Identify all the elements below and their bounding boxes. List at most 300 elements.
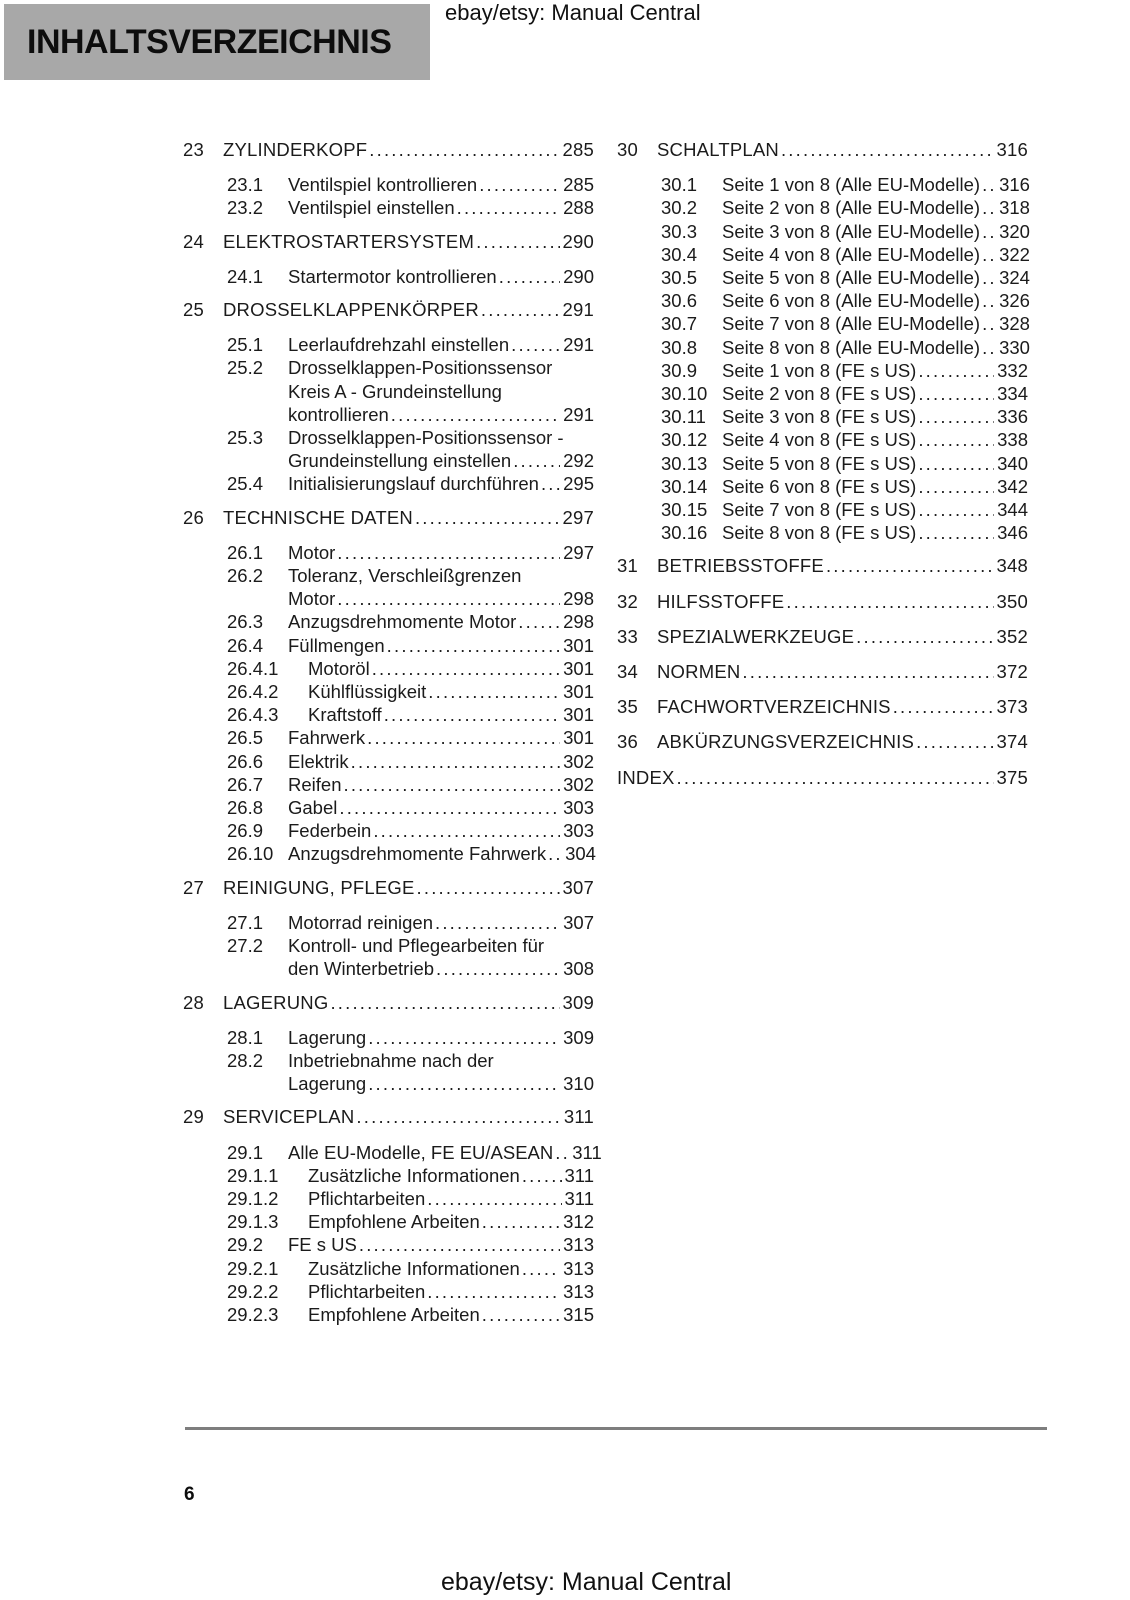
entry-last-line xyxy=(288,750,594,773)
entry-title: Motor xyxy=(288,588,336,610)
entry-number: 28.1 xyxy=(227,1026,264,1048)
entry-last-line xyxy=(308,1164,594,1187)
toc-entry xyxy=(617,475,1028,498)
entry-body xyxy=(308,703,594,726)
entry-number: 30.8 xyxy=(661,336,698,358)
entry-page: 312 xyxy=(563,1211,594,1233)
entry-body xyxy=(657,590,1028,613)
entry-page: 309 xyxy=(562,991,594,1013)
dot-leader xyxy=(742,660,993,683)
dot-leader xyxy=(522,1164,562,1187)
entry-number: 30.16 xyxy=(661,522,708,544)
entry-title: Empfohlene Arbeiten xyxy=(308,1303,480,1325)
entry-last-line xyxy=(722,173,1028,196)
entry-number: 26.5 xyxy=(227,727,264,749)
entry-number: 29.1.1 xyxy=(227,1164,279,1186)
entry-number: 23.1 xyxy=(227,174,264,196)
entry-number: 30.9 xyxy=(661,359,698,381)
toc-entry xyxy=(183,680,594,703)
entry-title: Seite 7 von 8 (Alle EU-Modelle) xyxy=(722,313,981,335)
entry-number: 30.14 xyxy=(661,475,708,497)
entry-number: 28.2 xyxy=(227,1049,264,1071)
entry-number: 23.2 xyxy=(227,197,264,219)
entry-body xyxy=(722,196,1028,219)
dot-leader xyxy=(916,730,993,753)
entry-last-line xyxy=(288,1026,594,1049)
toc-column-left xyxy=(183,128,602,1326)
entry-page: 291 xyxy=(563,403,594,425)
dot-leader xyxy=(428,680,560,703)
entry-last-line xyxy=(308,1187,594,1210)
entry-number: 29 xyxy=(183,1106,204,1128)
entry-last-line xyxy=(223,138,594,161)
entry-last-line xyxy=(722,405,1028,428)
entry-last-line xyxy=(617,766,1028,789)
toc-entry xyxy=(183,1257,594,1280)
entry-page: 332 xyxy=(997,359,1028,381)
dot-leader xyxy=(359,1233,560,1256)
dot-leader xyxy=(548,842,562,865)
entry-body xyxy=(223,1105,594,1128)
entry-last-line xyxy=(722,428,1028,451)
toc-entry xyxy=(183,1210,594,1233)
entry-title: Initialisierungslauf durchführen xyxy=(288,473,539,495)
entry-page: 290 xyxy=(563,265,594,287)
entry-title: ZYLINDERKOPF xyxy=(223,139,368,160)
entry-number: 27 xyxy=(183,876,204,898)
entry-number: 30.5 xyxy=(661,267,698,289)
toc-entry xyxy=(183,796,594,819)
toc-entry xyxy=(183,298,594,321)
entry-number: 27.1 xyxy=(227,911,264,933)
entry-number: 24 xyxy=(183,230,204,252)
entry-body xyxy=(722,405,1028,428)
entry-page: 322 xyxy=(999,243,1030,265)
dot-leader xyxy=(677,766,994,789)
dot-leader xyxy=(479,173,560,196)
toc-entry xyxy=(183,1141,602,1164)
toc-entry xyxy=(183,1187,594,1210)
section-title-box xyxy=(4,4,430,80)
entry-title: Ventilspiel einstellen xyxy=(288,197,455,219)
entry-page: 307 xyxy=(562,876,594,898)
entry-last-line xyxy=(288,610,594,633)
dot-leader xyxy=(982,336,996,359)
dot-leader xyxy=(982,312,996,335)
entry-last-line xyxy=(288,403,594,426)
entry-number: 30.3 xyxy=(661,220,698,242)
entry-number: 28 xyxy=(183,991,204,1013)
entry-body xyxy=(288,265,594,288)
entry-title: DROSSELKLAPPENKÖRPER xyxy=(223,299,479,321)
entry-last-line xyxy=(722,336,1028,359)
entry-title: Anzugsdrehmomente Motor xyxy=(288,611,517,633)
entry-number: 25.2 xyxy=(227,357,264,379)
entry-last-line xyxy=(722,243,1028,266)
entry-number: 26.4 xyxy=(227,634,264,656)
entry-title: Pflichtarbeiten xyxy=(308,1187,426,1209)
dot-leader xyxy=(982,196,996,219)
dot-leader xyxy=(436,957,560,980)
entry-body xyxy=(722,173,1028,196)
entry-title-line: Drosselklappen-Positionssensor - xyxy=(288,427,564,449)
entry-last-line xyxy=(722,289,1028,312)
toc-entry xyxy=(617,289,1028,312)
entry-title: NORMEN xyxy=(657,661,741,683)
entry-title: Motorrad reinigen xyxy=(288,911,433,933)
entry-number: 26.4.1 xyxy=(227,657,279,679)
entry-page: 291 xyxy=(563,334,594,356)
entry-page: 311 xyxy=(564,1164,594,1186)
entry-last-line xyxy=(288,541,594,564)
entry-title: SERVICEPLAN xyxy=(223,1106,355,1128)
toc-entry xyxy=(183,1303,594,1326)
entry-last-line xyxy=(288,173,594,196)
entry-last-line xyxy=(308,657,594,680)
entry-page: 303 xyxy=(563,797,594,819)
dot-leader xyxy=(541,472,560,495)
toc-entry xyxy=(183,265,594,288)
entry-last-line xyxy=(288,196,594,219)
dot-leader xyxy=(372,657,560,680)
entry-title: LAGERUNG xyxy=(223,991,329,1013)
entry-last-line xyxy=(288,819,594,842)
toc-entry xyxy=(617,243,1028,266)
dot-leader xyxy=(384,703,560,726)
entry-body xyxy=(657,695,1028,718)
dot-leader xyxy=(391,403,560,426)
toc-entry xyxy=(183,1049,594,1095)
toc-entry xyxy=(617,220,1028,243)
entry-page: 298 xyxy=(563,611,594,633)
entry-title: INDEX xyxy=(617,766,675,788)
entry-last-line xyxy=(223,230,594,253)
entry-number: 29.1 xyxy=(227,1141,264,1163)
entry-last-line xyxy=(657,730,1028,753)
dot-leader xyxy=(856,625,993,648)
entry-title: Ventilspiel kontrollieren xyxy=(288,174,478,196)
entry-number: 26.8 xyxy=(227,797,264,819)
entry-last-line xyxy=(288,1072,594,1095)
entry-number: 36 xyxy=(617,731,638,753)
entry-number: 26.9 xyxy=(227,820,264,842)
entry-body xyxy=(722,521,1028,544)
entry-title: Seite 3 von 8 (Alle EU-Modelle) xyxy=(722,220,981,242)
entry-page: 350 xyxy=(996,590,1028,612)
dot-leader xyxy=(356,1105,560,1128)
entry-last-line xyxy=(722,452,1028,475)
entry-last-line xyxy=(308,680,594,703)
entry-body xyxy=(657,625,1028,648)
dot-leader xyxy=(435,911,560,934)
entry-page: 301 xyxy=(563,634,594,656)
dot-leader xyxy=(522,1257,560,1280)
entry-number: 27.2 xyxy=(227,935,264,957)
entry-title: Seite 6 von 8 (FE s US) xyxy=(722,475,917,497)
entry-title: Alle EU-Modelle, FE EU/ASEAN xyxy=(288,1141,554,1163)
entry-number: 30.12 xyxy=(661,429,708,451)
toc-entry xyxy=(183,1105,594,1128)
entry-body xyxy=(288,564,594,610)
toc-entry xyxy=(183,1164,594,1187)
toc-entry xyxy=(617,730,1028,753)
entry-page: 330 xyxy=(999,336,1030,358)
dot-leader xyxy=(481,298,560,321)
entry-page: 340 xyxy=(997,452,1028,474)
toc-entry xyxy=(183,842,594,865)
entry-title: Seite 5 von 8 (Alle EU-Modelle) xyxy=(722,267,981,289)
entry-title: Seite 4 von 8 (FE s US) xyxy=(722,429,917,451)
table-of-contents xyxy=(183,128,1028,1326)
section-title: INHALTSVERZEICHNIS xyxy=(27,22,392,61)
entry-title: Seite 8 von 8 (FE s US) xyxy=(722,522,917,544)
entry-title-line: Toleranz, Verschleißgrenzen xyxy=(288,565,522,587)
entry-title: Seite 3 von 8 (FE s US) xyxy=(722,406,917,428)
entry-number: 30.11 xyxy=(661,406,706,428)
entry-body xyxy=(722,220,1028,243)
entry-page: 346 xyxy=(997,522,1028,544)
dot-leader xyxy=(555,1141,569,1164)
entry-page: 298 xyxy=(563,588,594,610)
toc-entry xyxy=(183,911,594,934)
entry-body xyxy=(657,554,1028,577)
dot-leader xyxy=(482,1303,560,1326)
dot-leader xyxy=(918,452,994,475)
entry-title: FACHWORTVERZEICHNIS xyxy=(657,696,891,718)
entry-title: Seite 2 von 8 (Alle EU-Modelle) xyxy=(722,197,981,219)
entry-number: 29.1.3 xyxy=(227,1211,279,1233)
entry-page: 328 xyxy=(999,313,1030,335)
dot-leader xyxy=(427,1280,560,1303)
entry-last-line xyxy=(657,625,1028,648)
entry-title: Füllmengen xyxy=(288,634,385,656)
toc-entry xyxy=(617,359,1028,382)
entry-last-line xyxy=(288,634,594,657)
entry-page: 326 xyxy=(999,290,1030,312)
entry-last-line xyxy=(288,333,594,356)
entry-body xyxy=(722,312,1028,335)
entry-number: 26.10 xyxy=(227,843,274,865)
dot-leader xyxy=(476,230,559,253)
entry-last-line xyxy=(657,660,1028,683)
toc-entry xyxy=(183,472,594,495)
toc-entry xyxy=(617,695,1028,718)
entry-title: Grundeinstellung einstellen xyxy=(288,450,512,472)
entry-page: 285 xyxy=(563,174,594,196)
entry-body xyxy=(657,138,1028,161)
toc-entry xyxy=(617,590,1028,613)
entry-page: 313 xyxy=(563,1280,594,1302)
toc-entry xyxy=(183,426,594,472)
dot-leader xyxy=(368,1026,560,1049)
page-number: 6 xyxy=(184,1484,195,1505)
entry-body xyxy=(288,773,594,796)
entry-last-line xyxy=(722,220,1028,243)
toc-entry xyxy=(183,138,594,161)
entry-body xyxy=(308,1303,594,1326)
toc-entry xyxy=(183,1280,594,1303)
entry-body xyxy=(288,333,594,356)
entry-number: 23 xyxy=(183,139,204,160)
entry-number: 30.13 xyxy=(661,452,708,474)
entry-page: 372 xyxy=(996,661,1028,683)
entry-body xyxy=(288,196,594,219)
dot-leader xyxy=(982,220,996,243)
dot-leader xyxy=(415,506,560,529)
entry-body xyxy=(223,876,594,899)
entry-number: 30.10 xyxy=(661,383,708,405)
toc-entry xyxy=(617,554,1028,577)
entry-last-line xyxy=(223,991,594,1014)
entry-body xyxy=(722,428,1028,451)
entry-title: Federbein xyxy=(288,820,372,842)
entry-body xyxy=(722,289,1028,312)
entry-body xyxy=(288,1049,594,1095)
toc-entry xyxy=(617,766,1028,789)
entry-page: 308 xyxy=(563,958,594,980)
toc-entry xyxy=(617,428,1028,451)
entry-last-line xyxy=(722,382,1028,405)
entry-body xyxy=(308,657,594,680)
toc-entry xyxy=(183,657,594,680)
toc-entry xyxy=(617,266,1028,289)
entry-body xyxy=(617,766,1028,789)
entry-page: 318 xyxy=(999,197,1030,219)
entry-number: 26.2 xyxy=(227,565,264,587)
entry-page: 309 xyxy=(563,1026,594,1048)
entry-last-line xyxy=(288,796,594,819)
entry-title: FE s US xyxy=(288,1234,357,1256)
dot-leader xyxy=(373,819,560,842)
entry-body xyxy=(223,230,594,253)
entry-number: 30.2 xyxy=(661,197,698,219)
dot-leader xyxy=(337,541,560,564)
entry-title: den Winterbetrieb xyxy=(288,958,435,980)
toc-entry xyxy=(617,196,1028,219)
dot-leader xyxy=(367,726,560,749)
entry-body xyxy=(288,750,594,773)
dot-leader xyxy=(369,138,559,161)
dot-leader xyxy=(330,991,559,1014)
entry-body xyxy=(223,506,594,529)
dot-leader xyxy=(918,428,994,451)
toc-entry xyxy=(183,876,594,899)
entry-number: 30.1 xyxy=(661,174,698,196)
entry-title: SCHALTPLAN xyxy=(657,139,779,160)
entry-title-line: Drosselklappen-Positionssensor xyxy=(288,357,553,379)
entry-body xyxy=(308,1210,594,1233)
entry-body xyxy=(288,1141,602,1164)
entry-last-line xyxy=(288,265,594,288)
entry-last-line xyxy=(657,695,1028,718)
entry-number: 29.2.3 xyxy=(227,1303,279,1325)
entry-last-line xyxy=(308,1210,594,1233)
entry-title: Seite 8 von 8 (Alle EU-Modelle) xyxy=(722,336,981,358)
entry-body xyxy=(288,726,594,749)
entry-page: 297 xyxy=(563,541,594,563)
dot-leader xyxy=(982,173,996,196)
entry-page: 373 xyxy=(996,696,1028,718)
toc-entry xyxy=(183,726,594,749)
entry-body xyxy=(288,842,594,865)
dot-leader xyxy=(417,876,560,899)
entry-last-line xyxy=(223,298,594,321)
entry-title: Zusätzliche Informationen xyxy=(308,1257,520,1279)
entry-number: 31 xyxy=(617,555,638,577)
entry-page: 303 xyxy=(563,820,594,842)
entry-last-line xyxy=(308,703,594,726)
entry-number: 25 xyxy=(183,299,204,321)
entry-body xyxy=(288,819,594,842)
entry-body xyxy=(288,610,594,633)
entry-last-line xyxy=(722,475,1028,498)
toc-entry xyxy=(183,196,594,219)
dot-leader xyxy=(499,265,560,288)
dot-leader xyxy=(427,1187,561,1210)
entry-title: Seite 2 von 8 (FE s US) xyxy=(722,383,917,405)
toc-entry xyxy=(617,336,1028,359)
toc-entry xyxy=(183,356,594,426)
entry-body xyxy=(722,498,1028,521)
entry-body xyxy=(223,138,594,161)
entry-page: 315 xyxy=(563,1303,594,1325)
entry-body xyxy=(308,1257,594,1280)
entry-last-line xyxy=(657,138,1028,161)
entry-last-line xyxy=(288,587,594,610)
toc-entry xyxy=(617,498,1028,521)
toc-entry xyxy=(617,521,1028,544)
dot-leader xyxy=(518,610,560,633)
dot-leader xyxy=(339,796,560,819)
entry-body xyxy=(722,359,1028,382)
dot-leader xyxy=(343,773,560,796)
entry-last-line xyxy=(308,1257,594,1280)
entry-title: Startermotor kontrollieren xyxy=(288,265,497,287)
entry-body xyxy=(288,796,594,819)
entry-body xyxy=(308,680,594,703)
entry-number: 30.15 xyxy=(661,499,708,521)
entry-page: 324 xyxy=(999,267,1030,289)
entry-title: Empfohlene Arbeiten xyxy=(308,1211,480,1233)
toc-entry xyxy=(183,506,594,529)
entry-last-line xyxy=(722,498,1028,521)
footer-rule xyxy=(185,1427,1047,1430)
entry-last-line xyxy=(308,1303,594,1326)
entry-number: 30.4 xyxy=(661,243,698,265)
entry-number: 26.4.2 xyxy=(227,681,279,703)
entry-title: Seite 4 von 8 (Alle EU-Modelle) xyxy=(722,243,981,265)
entry-title: TECHNISCHE DATEN xyxy=(223,506,413,528)
dot-leader xyxy=(918,521,994,544)
entry-title: Elektrik xyxy=(288,750,349,772)
entry-page: 307 xyxy=(563,911,594,933)
toc-column-right xyxy=(617,128,1028,1326)
header-note: ebay/etsy: Manual Central xyxy=(445,0,701,25)
dot-leader xyxy=(918,382,994,405)
entry-page: 375 xyxy=(996,766,1028,788)
dot-leader xyxy=(918,498,994,521)
entry-body xyxy=(657,660,1028,683)
entry-page: 334 xyxy=(997,383,1028,405)
dot-leader xyxy=(511,333,560,356)
entry-number: 26.1 xyxy=(227,541,264,563)
entry-page: 302 xyxy=(563,750,594,772)
entry-title: Fahrwerk xyxy=(288,727,366,749)
entry-title: Lagerung xyxy=(288,1026,367,1048)
entry-page: 374 xyxy=(996,731,1028,753)
entry-title-line: Kontroll- und Pflegearbeiten für xyxy=(288,935,545,957)
entry-title: Pflichtarbeiten xyxy=(308,1280,426,1302)
